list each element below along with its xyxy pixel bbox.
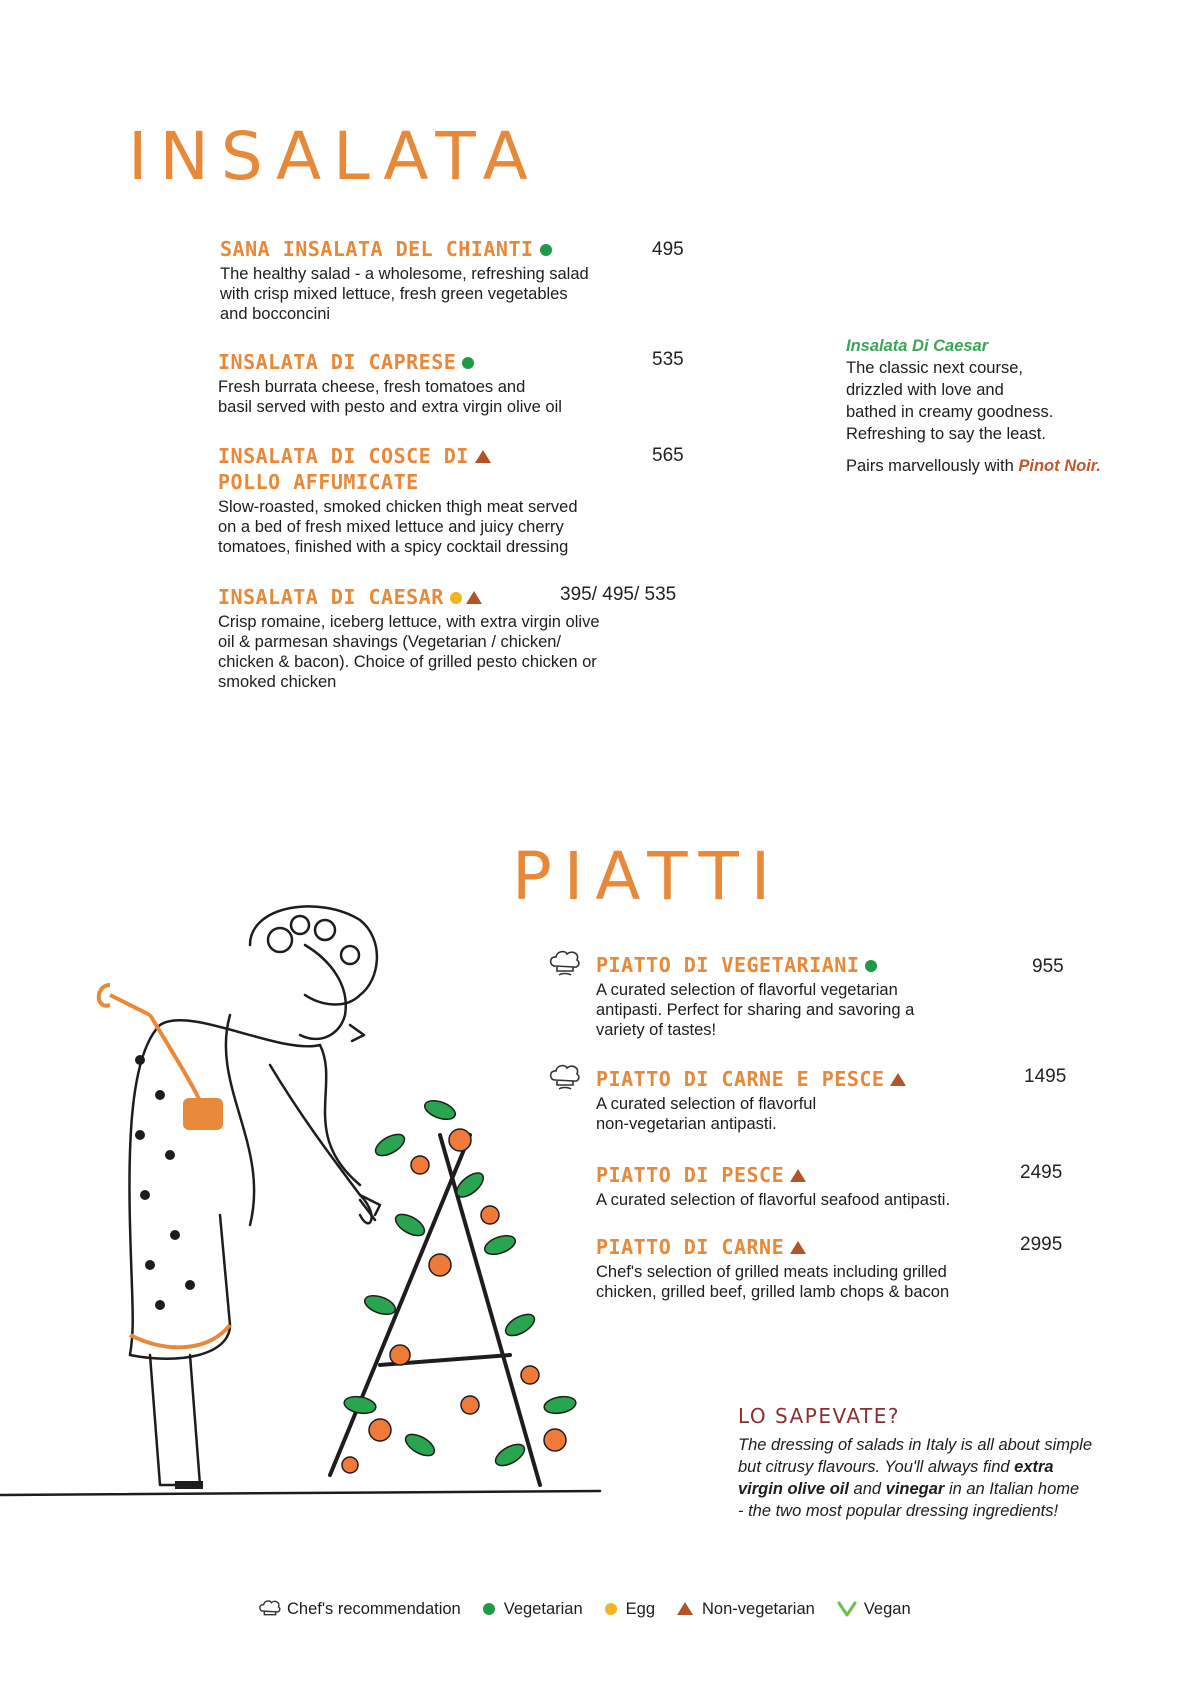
vegetarian-dot-icon xyxy=(483,1603,495,1615)
item-description: Crisp romaine, iceberg lettuce, with extra virgin olive oil & parmesan shavings (Vegetarian / chicken/ chicken & bacon). Choice of grilled pesto chicken or smoked chicken xyxy=(218,613,600,691)
item-name: INSALATA DI CAESAR xyxy=(218,585,444,609)
vegetarian-dot-icon xyxy=(540,244,552,256)
did-you-know-title: LO SAPEVATE? xyxy=(738,1404,900,1428)
item-description: A curated selection of flavorful non-vegetarian antipasti. xyxy=(596,1095,817,1133)
item-description: A curated selection of flavorful vegetarian antipasti. Perfect for sharing and savoring a variety of tastes! xyxy=(596,981,915,1039)
menu-item-caprese xyxy=(218,349,618,417)
vegetarian-dot-icon xyxy=(865,960,877,972)
chef-hat-icon xyxy=(548,948,582,978)
vegan-check-icon xyxy=(837,1600,857,1618)
item-price: 2495 xyxy=(1020,1162,1063,1183)
insalata-title: INSALATA xyxy=(128,118,540,195)
item-price: 955 xyxy=(1032,956,1064,977)
legend xyxy=(258,1598,933,1620)
item-name: INSALATA DI COSCE DI xyxy=(218,444,469,468)
non-vegetarian-triangle-icon xyxy=(790,1169,806,1182)
chef-hat-icon xyxy=(548,1062,582,1092)
item-price: 2995 xyxy=(1020,1234,1063,1255)
egg-dot-icon xyxy=(605,1603,617,1615)
legend-non-vegetarian: Non-vegetarian xyxy=(677,1600,815,1619)
egg-dot-icon xyxy=(450,592,462,604)
item-name: SANA INSALATA DEL CHIANTI xyxy=(220,237,534,261)
menu-item-piatto-carne xyxy=(596,1234,1016,1302)
gardener-illustration xyxy=(0,885,640,1505)
vegetarian-dot-icon xyxy=(462,357,474,369)
non-vegetarian-triangle-icon xyxy=(890,1073,906,1086)
non-vegetarian-triangle-icon xyxy=(677,1602,693,1615)
sidebar-title: Insalata Di Caesar xyxy=(846,337,989,355)
non-vegetarian-triangle-icon xyxy=(790,1241,806,1254)
piatti-title: PIATTI xyxy=(512,838,783,915)
item-price: 1495 xyxy=(1024,1066,1067,1087)
item-price: 535 xyxy=(652,349,684,370)
item-description: Chef's selection of grilled meats including grilled chicken, grilled beef, grilled lamb chops & bacon xyxy=(596,1263,950,1301)
wine-pairing: Pairs marvellously with Pinot Noir. xyxy=(846,457,1101,475)
item-description: Fresh burrata cheese, fresh tomatoes and basil served with pesto and extra virgin olive oil xyxy=(218,378,562,416)
did-you-know-box xyxy=(738,1404,1158,1522)
item-description: A curated selection of flavorful seafood antipasti. xyxy=(596,1191,951,1209)
item-description: Slow-roasted, smoked chicken thigh meat served on a bed of fresh mixed lettuce and juicy cherry tomatoes, finished with a spicy cocktail dressing xyxy=(218,498,578,556)
caesar-sidebar-note: Insalata Di Caesar The classic next course, drizzled with love and bathed in creamy goodness. Refreshing to say the least. Pairs marvellously with Pinot Noir. xyxy=(846,335,1146,477)
item-description: The healthy salad - a wholesome, refreshing salad with crisp mixed lettuce, fresh green vegetables and bocconcini xyxy=(220,265,589,323)
item-name: PIATTO DI VEGETARIANI xyxy=(596,953,860,977)
menu-item-sana-insalata xyxy=(220,236,620,324)
legend-vegan: Vegan xyxy=(837,1600,911,1619)
did-you-know-text: The dressing of salads in Italy is all about simple but citrusy flavours. You'll always find extra virgin olive oil and vinegar in an Italian home - the two most popular dressing ingredients! xyxy=(738,1436,1093,1520)
legend-egg: Egg xyxy=(605,1600,655,1619)
non-vegetarian-triangle-icon xyxy=(475,450,491,463)
item-price: 395/ 495/ 535 xyxy=(560,584,677,605)
chef-hat-icon xyxy=(258,1598,282,1620)
item-name: PIATTO DI CARNE E PESCE xyxy=(596,1067,885,1091)
legend-vegetarian: Vegetarian xyxy=(483,1600,583,1619)
non-vegetarian-triangle-icon xyxy=(466,591,482,604)
menu-item-pollo-affumicate xyxy=(218,443,618,557)
menu-item-piatto-carne-pesce xyxy=(596,1066,996,1134)
item-name: INSALATA DI CAPRESE xyxy=(218,350,457,374)
item-name-continued: POLLO AFFUMICATE xyxy=(218,470,419,494)
legend-chef: Chef's recommendation xyxy=(258,1598,461,1620)
item-name: PIATTO DI PESCE xyxy=(596,1163,785,1187)
menu-item-piatto-vegetariani xyxy=(596,952,996,1040)
item-price: 495 xyxy=(652,239,684,260)
menu-item-piatto-pesce xyxy=(596,1162,1016,1210)
item-price: 565 xyxy=(652,445,684,466)
item-name: PIATTO DI CARNE xyxy=(596,1235,785,1259)
